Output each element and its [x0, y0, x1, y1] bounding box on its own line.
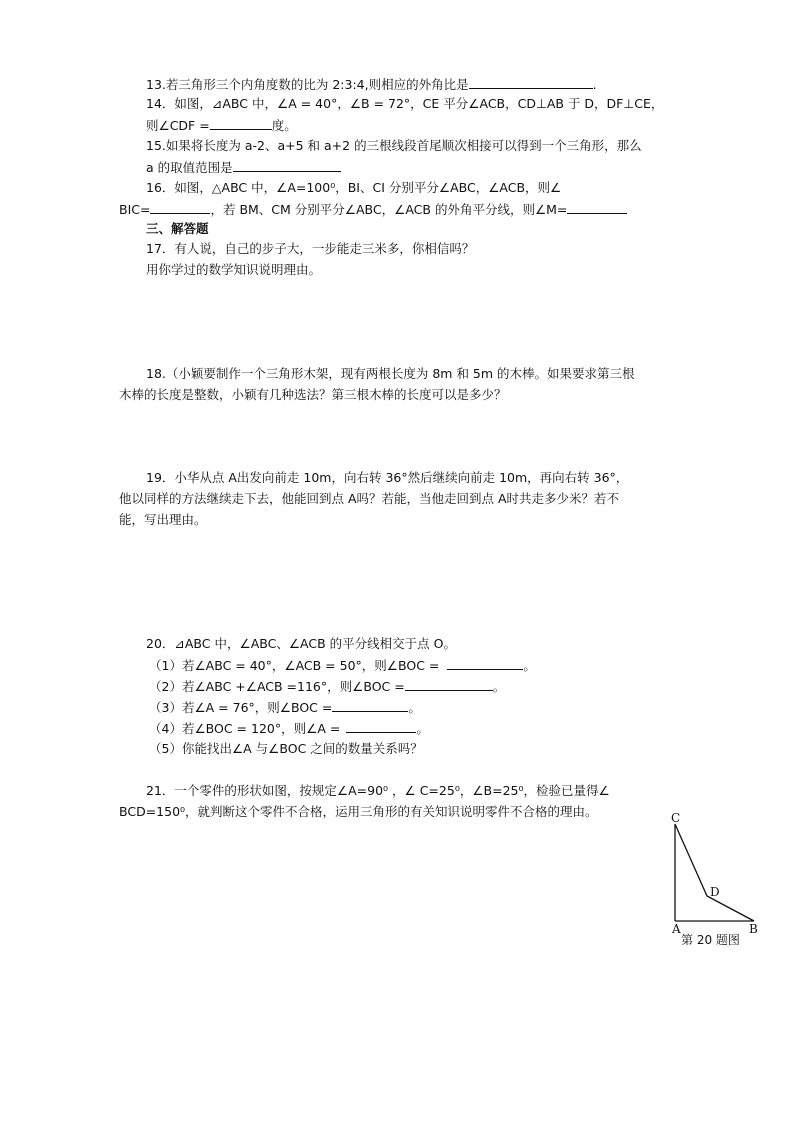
question-21-line2: BCD=150⁰，就判断这个零件不合格，运用三角形的有关知识说明零件不合格的理由。 [119, 804, 598, 819]
question-19-line2: 他以同样的方法继续走下去，他能回到点 A吗？若能，当他走回到点 A时共走多少米？若不 [119, 491, 620, 506]
q20-p2-blank[interactable] [405, 676, 493, 691]
q16-blank-bic[interactable] [150, 199, 210, 214]
figure-caption: 第 20 题图 [681, 933, 740, 947]
q20-p4-end: 。 [416, 721, 429, 736]
q16-line2-b: ，若 BM、CM 分别平分∠ABC，∠ACB 的外角平分线，则∠M= [210, 202, 568, 217]
q20-p1-end: 。 [523, 658, 536, 673]
q16-blank-m[interactable] [567, 199, 627, 214]
question-13 [146, 74, 597, 95]
question-20-part5: （5）你能找出∠A 与∠BOC 之间的数量关系吗？ [149, 741, 423, 756]
question-14-line2 [146, 115, 297, 136]
question-20-part2 [149, 676, 505, 697]
question-20-part1 [149, 655, 536, 676]
q13-text: 13.若三角形三个内角度数的比为 2:3:4,则相应的外角比是 [146, 77, 469, 92]
question-20-part3 [149, 697, 421, 718]
question-18-line2: 木棒的长度是整数，小颖有几种选法？第三根木棒的长度可以是多少？ [119, 387, 507, 402]
question-15-line1: 15.如果将长度为 a-2、a+5 和 a+2 的三根线段首尾顺次相接可以得到一个三角形，那么 [146, 138, 642, 153]
vertex-label-b: B [749, 922, 758, 936]
q20-p3-start: （3）若∠A = 76°，则∠BOC = [149, 700, 333, 715]
question-20-part4 [149, 718, 429, 739]
q14-line2-end: 度。 [271, 118, 297, 133]
q14-answer-blank[interactable] [210, 115, 272, 130]
question-15-line2 [146, 157, 341, 178]
vertex-label-a: A [672, 922, 681, 936]
q20-p3-end: 。 [408, 700, 421, 715]
question-17-line2: 用你学过的数学知识说明理由。 [146, 262, 322, 277]
question-21-line1: 21．一个零件的形状如图，按规定∠A=90⁰ ，∠ C=25⁰，∠B=25⁰，检验已量得∠ [146, 783, 610, 798]
question-20-intro: 20．⊿ABC 中，∠ABC、∠ACB 的平分线相交于点 O。 [146, 636, 456, 651]
part-outline [675, 824, 754, 921]
vertex-label-c: C [671, 811, 681, 825]
q20-p4-start: （4）若∠BOC = 120°，则∠A = [149, 721, 341, 736]
question-16-line1: 16．如图，△ABC 中，∠A=100⁰，BI、CI 分别平分∠ABC，∠ACB，则∠ [146, 180, 562, 195]
q20-p1-blank[interactable] [447, 655, 523, 670]
question-19-line1: 19．小华从点 A出发向前走 10m，向右转 36°然后继续向前走 10m，再向右转 36°， [146, 470, 629, 485]
q20-p3-blank[interactable] [332, 697, 408, 712]
question-14-line1: 14．如图，⊿ABC 中，∠A = 40°，∠B = 72°，CE 平分∠ACB，CD⊥AB 于 D，DF⊥CE， [146, 96, 664, 111]
q13-answer-blank[interactable] [469, 74, 593, 89]
q20-p1-start: （1）若∠ABC = 40°，∠ACB = 50°，则∠BOC = [149, 658, 440, 673]
part-figure [664, 810, 764, 950]
q20-p2-start: （2）若∠ABC +∠ACB =116°，则∠BOC = [149, 679, 405, 694]
q15-answer-blank[interactable] [233, 157, 341, 172]
q13-end: . [592, 77, 597, 92]
question-18-line1: 18.（小颖要制作一个三角形木架，现有两根长度为 8m 和 5m 的木棒。如果要求第三根 [146, 366, 635, 381]
q20-p2-end: 。 [492, 679, 506, 694]
q15-line2-text: a 的取值范围是 [146, 160, 233, 175]
question-19-line3: 能，写出理由。 [119, 512, 207, 527]
q14-line2-start: 则∠CDF = [146, 118, 210, 133]
question-17-line1: 17．有人说，自己的步子大，一步能走三米多，你相信吗？ [146, 241, 475, 256]
vertex-label-d: D [710, 885, 720, 899]
question-16-line2 [119, 199, 627, 220]
q16-line2-a: BIC= [119, 202, 151, 217]
q20-p4-blank[interactable] [346, 718, 416, 733]
section-heading-solutions: 三、解答题 [146, 221, 209, 236]
